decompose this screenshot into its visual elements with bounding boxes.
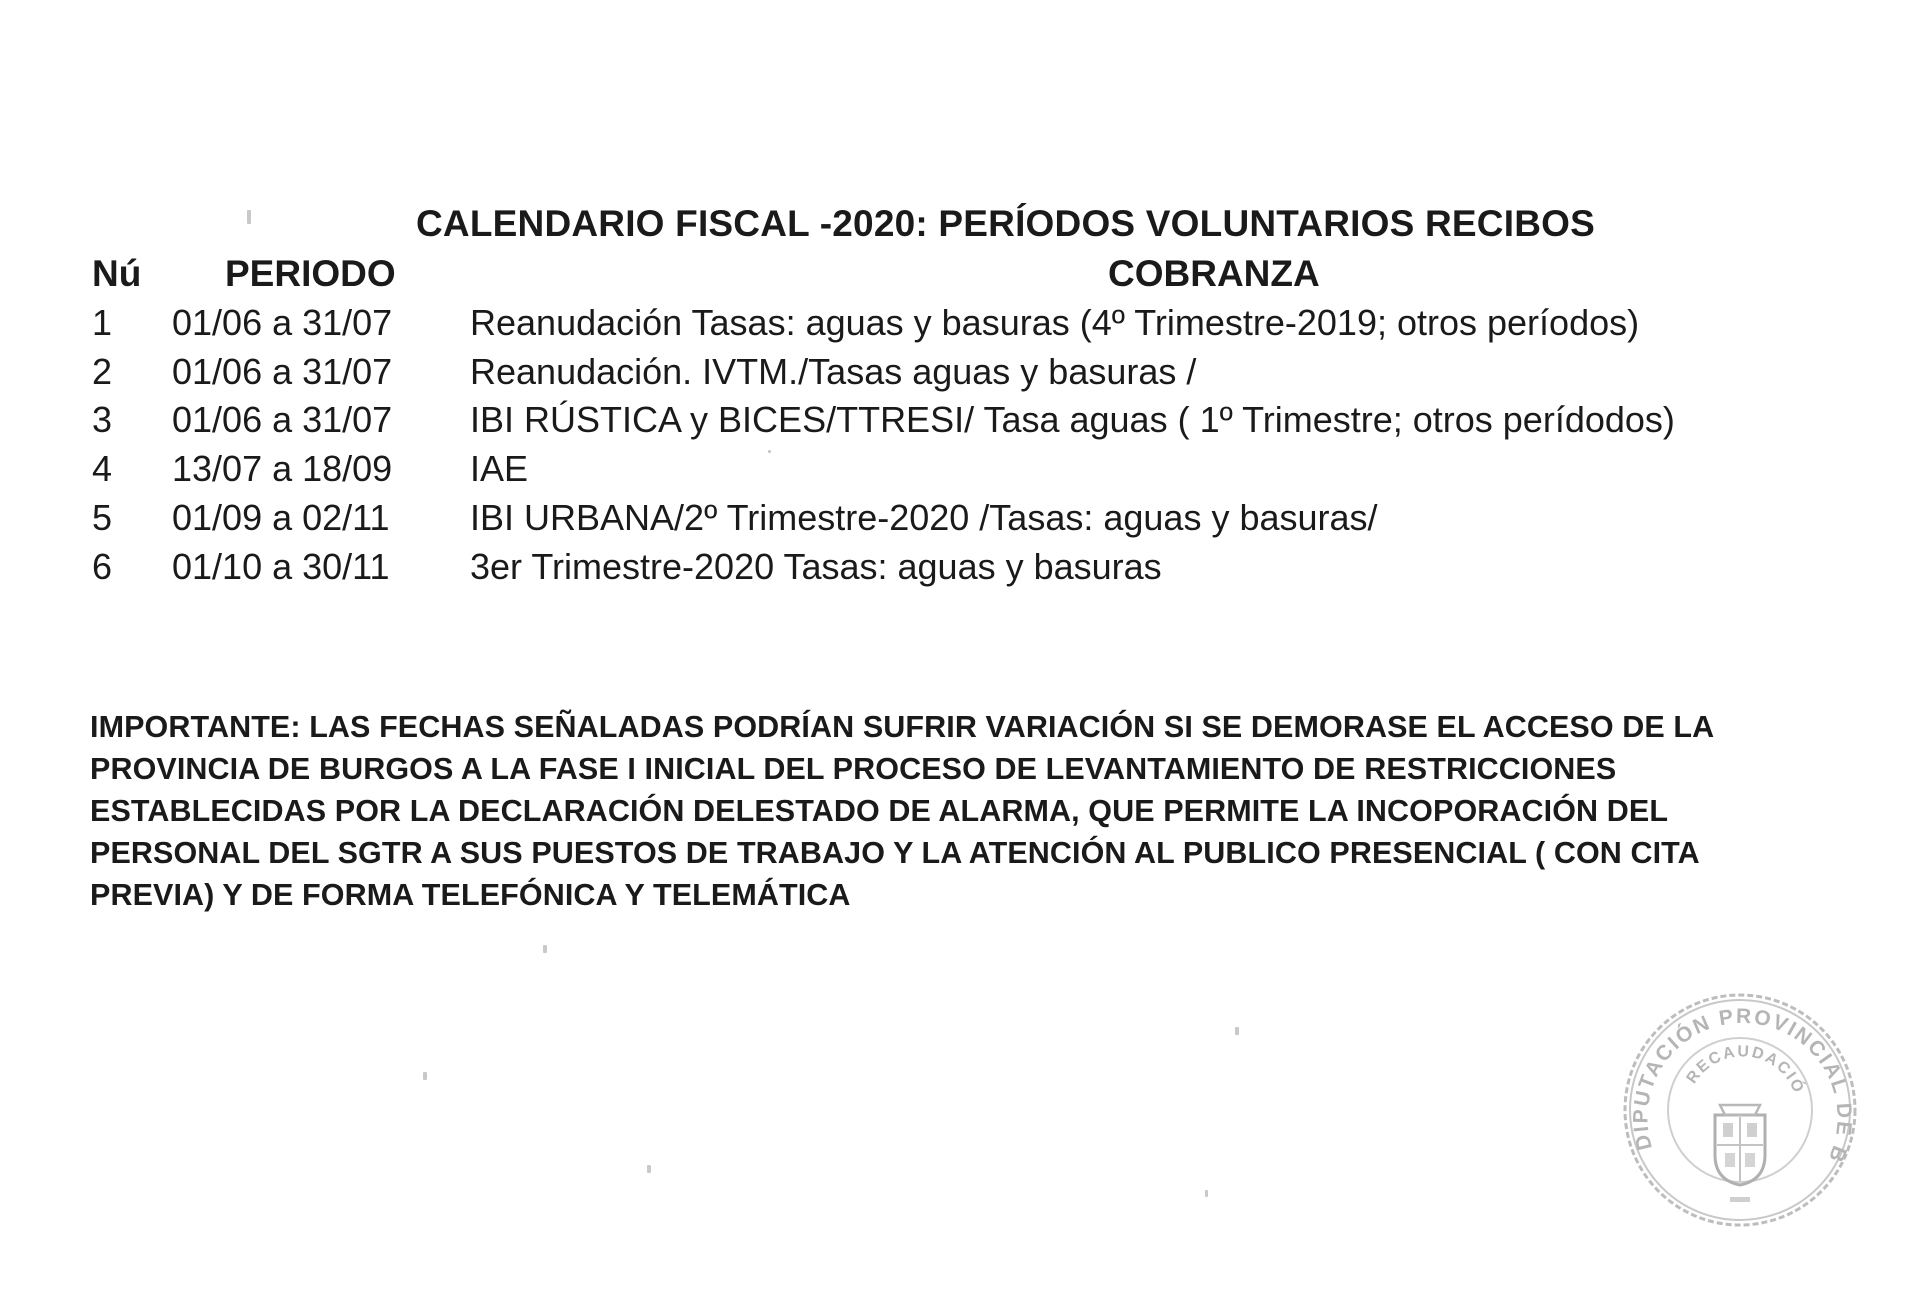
row-periodo: 13/07 a 18/09	[172, 448, 393, 489]
row-num: 6	[92, 546, 113, 587]
row-num: 5	[92, 497, 113, 538]
row-cobranza: Reanudación. IVTM./Tasas aguas y basuras /	[470, 351, 1197, 392]
header-periodo: PERIODO	[225, 253, 396, 294]
row-periodo: 01/10 a 30/11	[172, 546, 390, 587]
row-periodo: 01/06 a 31/07	[172, 351, 393, 392]
official-stamp	[1615, 985, 1865, 1235]
row-cobranza: IAE	[470, 448, 529, 489]
document-title: CALENDARIO FISCAL -2020: PERÍODOS VOLUNTARIOS RECIBOS	[416, 203, 1595, 244]
notice-line: PROVINCIA DE BURGOS A LA FASE I INICIAL DEL PROCESO DE LEVANTAMIENTO DE RESTRICCIONES	[90, 752, 1617, 786]
header-num: Nú	[92, 253, 142, 294]
table-row	[0, 302, 1920, 350]
scan-speck	[423, 1072, 427, 1080]
table-row	[0, 546, 1920, 594]
coat-of-arms-icon	[1715, 1105, 1765, 1185]
scan-speck	[247, 210, 251, 224]
table-row	[0, 448, 1920, 496]
row-num: 1	[92, 302, 113, 343]
stamp-inner-text: RECAUDACIÓ	[1683, 1043, 1808, 1097]
stamp-mark	[1730, 1197, 1750, 1202]
row-num: 4	[92, 448, 113, 489]
row-cobranza: IBI URBANA/2º Trimestre-2020 /Tasas: aguas y basuras/	[470, 497, 1378, 538]
notice-line: PREVIA) Y DE FORMA TELEFÓNICA Y TELEMÁTICA	[90, 878, 851, 912]
scan-speck	[543, 945, 547, 953]
table-row	[0, 497, 1920, 545]
notice-line: IMPORTANTE: LAS FECHAS SEÑALADAS PODRÍAN SUFRIR VARIACIÓN SI SE DEMORASE EL ACCESO DE LA	[90, 710, 1715, 744]
row-periodo: 01/06 a 31/07	[172, 399, 393, 440]
row-num: 3	[92, 399, 113, 440]
stamp-outer-text: DIPUTACIÓN PROVINCIAL DE B	[1629, 1004, 1856, 1167]
row-periodo: 01/09 a 02/11	[172, 497, 390, 538]
scan-speck	[1205, 1190, 1208, 1197]
row-cobranza: Reanudación Tasas: aguas y basuras (4º Trimestre-2019; otros períodos)	[470, 302, 1640, 343]
scan-speck	[647, 1165, 651, 1173]
important-notice	[90, 706, 1870, 916]
table-row	[0, 399, 1920, 447]
notice-line: PERSONAL DEL SGTR A SUS PUESTOS DE TRABAJO Y LA ATENCIÓN AL PUBLICO PRESENCIAL ( CON CITA	[90, 836, 1700, 870]
row-periodo: 01/06 a 31/07	[172, 302, 393, 343]
table-row	[0, 351, 1920, 399]
header-cobranza: COBRANZA	[1108, 253, 1320, 294]
row-num: 2	[92, 351, 113, 392]
scan-speck	[768, 450, 771, 453]
scan-speck	[1235, 1027, 1239, 1035]
row-cobranza: IBI RÚSTICA y BICES/TTRESI/ Tasa aguas ( 1º Trimestre; otros perídodos)	[470, 399, 1675, 440]
row-cobranza: 3er Trimestre-2020 Tasas: aguas y basuras	[470, 546, 1162, 587]
stamp-seal-graphic	[1615, 985, 1865, 1235]
notice-line: ESTABLECIDAS POR LA DECLARACIÓN DELESTADO DE ALARMA, QUE PERMITE LA INCOPORACIÓN DEL	[90, 794, 1669, 828]
